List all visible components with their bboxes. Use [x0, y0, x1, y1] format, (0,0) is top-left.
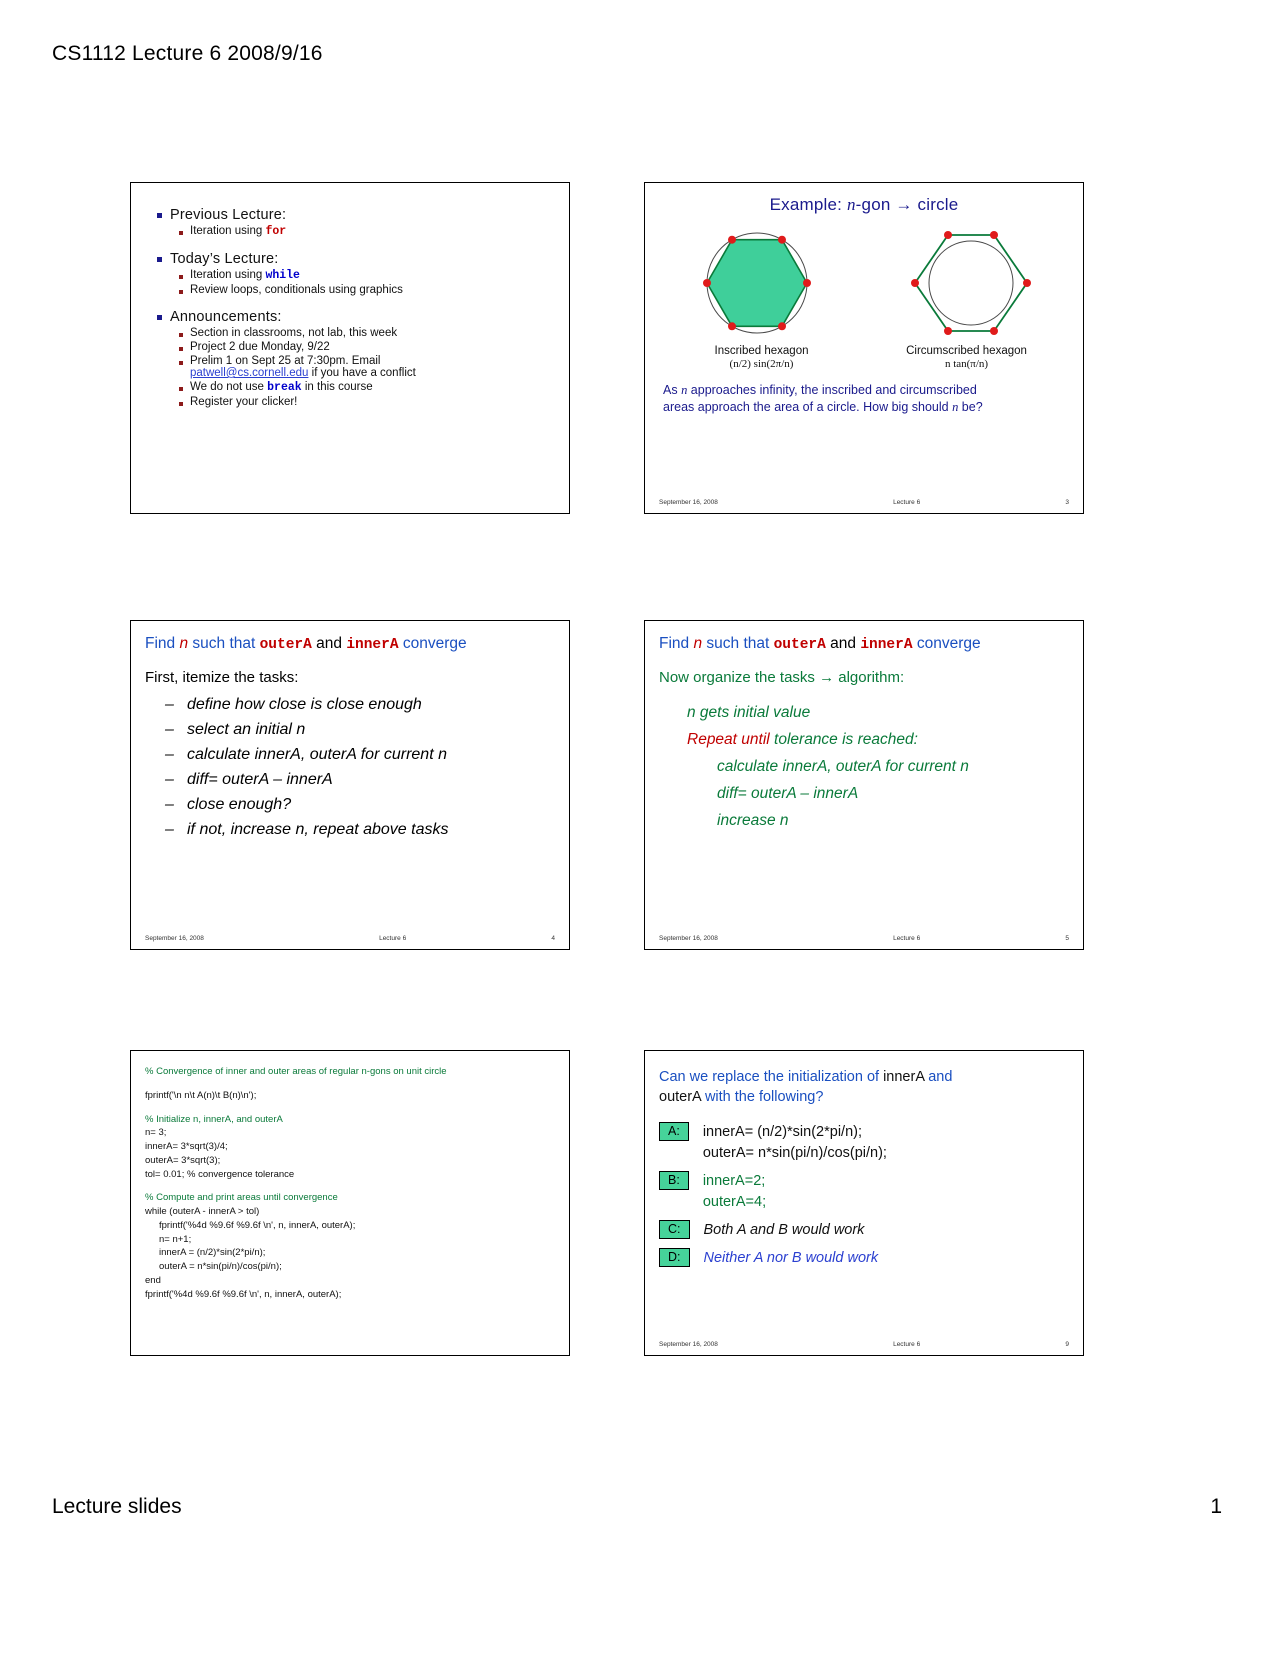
question-outerA: outerA — [659, 1089, 701, 1106]
quiz-question: Can we replace the initialization of innerA and outerA with the following? — [659, 1069, 953, 1106]
footer-slide-number: 9 — [1065, 1341, 1069, 1348]
task-text: close enough? — [187, 796, 292, 813]
sub-bullet-label: Iteration using for — [190, 225, 287, 238]
slide2-title: Example: n-gon → circle — [769, 195, 959, 214]
inscribed-hexagon-figure — [662, 223, 852, 343]
code-line: innerA= 3*sqrt(3)/4; — [145, 1141, 228, 1153]
sub-bullet-label: Project 2 due Monday, 9/22 — [190, 341, 330, 353]
task-text: select an initial n — [187, 721, 306, 738]
page-number: 1 — [1210, 1495, 1222, 1518]
slide3-subtitle: First, itemize the tasks: — [145, 669, 299, 686]
code-line: fprintf('\n n\t A(n)\t B(n)\n'); — [145, 1089, 257, 1101]
formula-circumscribed: n tan(π/n) — [944, 358, 989, 370]
square-bullet-icon — [157, 257, 162, 262]
footer-lecture: Lecture 6 — [893, 1341, 921, 1348]
code-block — [145, 1065, 569, 1301]
list-item: – calculate innerA, outerA for current n — [165, 746, 447, 763]
slide1-bullets — [131, 183, 569, 408]
sub-bullet-prelim — [179, 355, 551, 379]
slide3-footer — [131, 935, 569, 942]
code-line: fprintf('%4d %9.6f %9.6f \n', n, innerA, outerA); — [159, 1219, 356, 1231]
choice-label-b[interactable]: B: — [659, 1171, 689, 1190]
slide4-subtitle: Now organize the tasks → algorithm: — [659, 669, 905, 686]
footer-slide-number: 4 — [551, 935, 555, 942]
sub-bullet-iteration-for — [179, 225, 551, 238]
square-bullet-icon — [179, 361, 183, 365]
square-bullet-icon — [179, 387, 183, 391]
sub-bullet-clicker — [179, 396, 551, 408]
figure-captions — [645, 345, 1083, 370]
list-item: – close enough? — [165, 796, 292, 813]
footer-lecture: Lecture 6 — [893, 499, 921, 506]
square-bullet-icon — [179, 290, 183, 294]
choice-label-d[interactable]: D: — [659, 1248, 690, 1267]
title-variable-n: n — [846, 195, 856, 214]
square-bullet-icon — [179, 347, 183, 351]
prelim-text: Prelim 1 on Sept 25 at 7:30pm. Email — [190, 355, 381, 367]
bullet-label: Previous Lecture: — [170, 207, 287, 223]
footer-date: September 16, 2008 — [145, 935, 204, 942]
algorithm-line: n gets initial value — [687, 704, 811, 721]
code-line: while (outerA - innerA > tol) — [145, 1206, 260, 1218]
sub-bullet-section — [179, 327, 551, 339]
figure-group — [645, 223, 1083, 343]
choice-text-b: innerA=2; outerA=4; — [702, 1172, 767, 1210]
code-innerA: innerA — [860, 637, 913, 653]
algorithm-list — [687, 704, 1083, 830]
circumscribed-hexagon-figure — [876, 223, 1066, 343]
slide-example-ngon-circle — [644, 182, 1084, 514]
slide2-body-text: As n approaches infinity, the inscribed and circumscribed areas approach the area of a circle. How big should n be? — [663, 383, 983, 414]
page-title: CS1112 Lecture 6 2008/9/16 — [52, 42, 323, 65]
sub-bullet-label: Register your clicker! — [190, 396, 298, 408]
choice-label-c[interactable]: C: — [659, 1220, 690, 1239]
formula-inscribed: (n/2) sin(2π/n) — [729, 358, 794, 370]
square-bullet-icon — [179, 231, 183, 235]
quiz-choice-a[interactable] — [659, 1122, 1083, 1164]
sub-bullet-label: Review loops, conditionals using graphics — [190, 284, 403, 296]
slide-quiz-initialization — [644, 1050, 1084, 1356]
slide-matlab-code — [130, 1050, 570, 1356]
footer-date: September 16, 2008 — [659, 935, 718, 942]
task-list — [165, 696, 569, 839]
slide-itemize-tasks — [130, 620, 570, 950]
algorithm-line: calculate innerA, outerA for current n — [717, 758, 969, 775]
task-text: diff= outerA – innerA — [187, 771, 333, 788]
email-link[interactable]: patwell@cs.cornell.edu — [190, 367, 309, 379]
quiz-choice-b[interactable] — [659, 1171, 1083, 1213]
algorithm-line: Repeat until tolerance is reached: — [687, 731, 918, 748]
square-bullet-icon — [179, 333, 183, 337]
sub-bullet-label: Iteration using while — [190, 269, 300, 282]
task-text: define how close is close enough — [187, 696, 422, 713]
slide-previous-today-announcements — [130, 182, 570, 514]
choice-text-d: Neither A nor B would work — [703, 1249, 879, 1266]
footer-lecture: Lecture 6 — [893, 935, 921, 942]
square-bullet-icon — [179, 275, 183, 279]
slide6-footer — [645, 1341, 1083, 1348]
list-item: – select an initial n — [165, 721, 306, 738]
code-line-comment: % Initialize n, innerA, and outerA — [145, 1113, 283, 1125]
code-line: tol= 0.01; % convergence tolerance — [145, 1168, 295, 1180]
code-outerA: outerA — [773, 637, 826, 653]
slide4-title: Find n such that outerA and innerA converge — [659, 635, 981, 653]
code-line: innerA = (n/2)*sin(2*pi/n); — [159, 1247, 266, 1259]
slide2-footer — [645, 499, 1083, 506]
quiz-choice-c[interactable] — [659, 1220, 1083, 1241]
bullet-todays-lecture — [157, 251, 551, 267]
task-text: if not, increase n, repeat above tasks — [187, 821, 449, 838]
code-line: end — [145, 1274, 161, 1286]
square-bullet-icon — [179, 402, 183, 406]
footer-date: September 16, 2008 — [659, 1341, 718, 1348]
sub-bullet-break — [179, 381, 551, 394]
bullet-label: Today’s Lecture: — [170, 251, 279, 267]
choice-text-a: innerA= (n/2)*sin(2*pi/n); outerA= n*sin(pi/n)/cos(pi/n); — [702, 1123, 887, 1161]
code-line: outerA = n*sin(pi/n)/cos(pi/n); — [159, 1261, 282, 1273]
sub-bullet-label: Section in classrooms, not lab, this week — [190, 327, 398, 339]
footer-date: September 16, 2008 — [659, 499, 718, 506]
code-line-comment: % Compute and print areas until convergence — [145, 1192, 338, 1204]
code-line: n= n+1; — [159, 1233, 192, 1245]
square-bullet-icon — [157, 315, 162, 320]
slide-organize-algorithm — [644, 620, 1084, 950]
square-bullet-icon — [157, 213, 162, 218]
sub-bullet-label — [190, 355, 416, 379]
code-outerA: outerA — [259, 637, 312, 653]
choice-label-a[interactable]: A: — [659, 1122, 689, 1141]
code-line: fprintf('%4d %9.6f %9.6f \n', n, innerA, outerA); — [145, 1288, 342, 1300]
list-item: – if not, increase n, repeat above tasks — [165, 821, 449, 838]
code-keyword-while: while — [265, 269, 300, 282]
quiz-choice-d[interactable] — [659, 1248, 1083, 1269]
sub-bullet-label: We do not use break in this course — [190, 381, 373, 394]
sub-bullet-review-loops — [179, 284, 551, 296]
code-innerA: innerA — [346, 637, 399, 653]
question-innerA: innerA — [883, 1069, 925, 1085]
algorithm-line: diff= outerA – innerA — [717, 785, 859, 802]
sub-bullet-iteration-while — [179, 269, 551, 282]
code-keyword-for: for — [265, 225, 287, 238]
footer-slide-number: 3 — [1065, 499, 1069, 506]
footer-lecture: Lecture 6 — [379, 935, 407, 942]
footer-slide-number: 5 — [1065, 935, 1069, 942]
slide3-title: Find n such that outerA and innerA converge — [145, 635, 467, 653]
list-item: – define how close is close enough — [165, 696, 422, 713]
bullet-previous-lecture — [157, 207, 551, 223]
code-line: outerA= 3*sqrt(3); — [145, 1154, 221, 1166]
caption-circumscribed: Circumscribed hexagon n tan(π/n) — [874, 345, 1059, 370]
repeat-until-keyword: Repeat until — [687, 731, 770, 748]
page-footer-label: Lecture slides — [52, 1495, 182, 1518]
choice-text-c: Both A and B would work — [703, 1221, 865, 1238]
email-tail: if you have a conflict — [308, 367, 416, 379]
code-line-comment: % Convergence of inner and outer areas of regular n-gons on unit circle — [145, 1066, 447, 1077]
task-text: calculate innerA, outerA for current n — [187, 746, 447, 763]
algorithm-line: increase n — [717, 812, 789, 829]
list-item: – diff= outerA – innerA — [165, 771, 333, 788]
bullet-announcements — [157, 309, 551, 325]
caption-inscribed: Inscribed hexagon (n/2) sin(2π/n) — [669, 345, 854, 370]
quiz-choices — [659, 1122, 1083, 1269]
bullet-label: Announcements: — [170, 309, 282, 325]
sub-bullet-project2 — [179, 341, 551, 353]
code-keyword-break: break — [267, 381, 302, 394]
code-line: n= 3; — [145, 1127, 167, 1139]
slide4-footer — [645, 935, 1083, 942]
